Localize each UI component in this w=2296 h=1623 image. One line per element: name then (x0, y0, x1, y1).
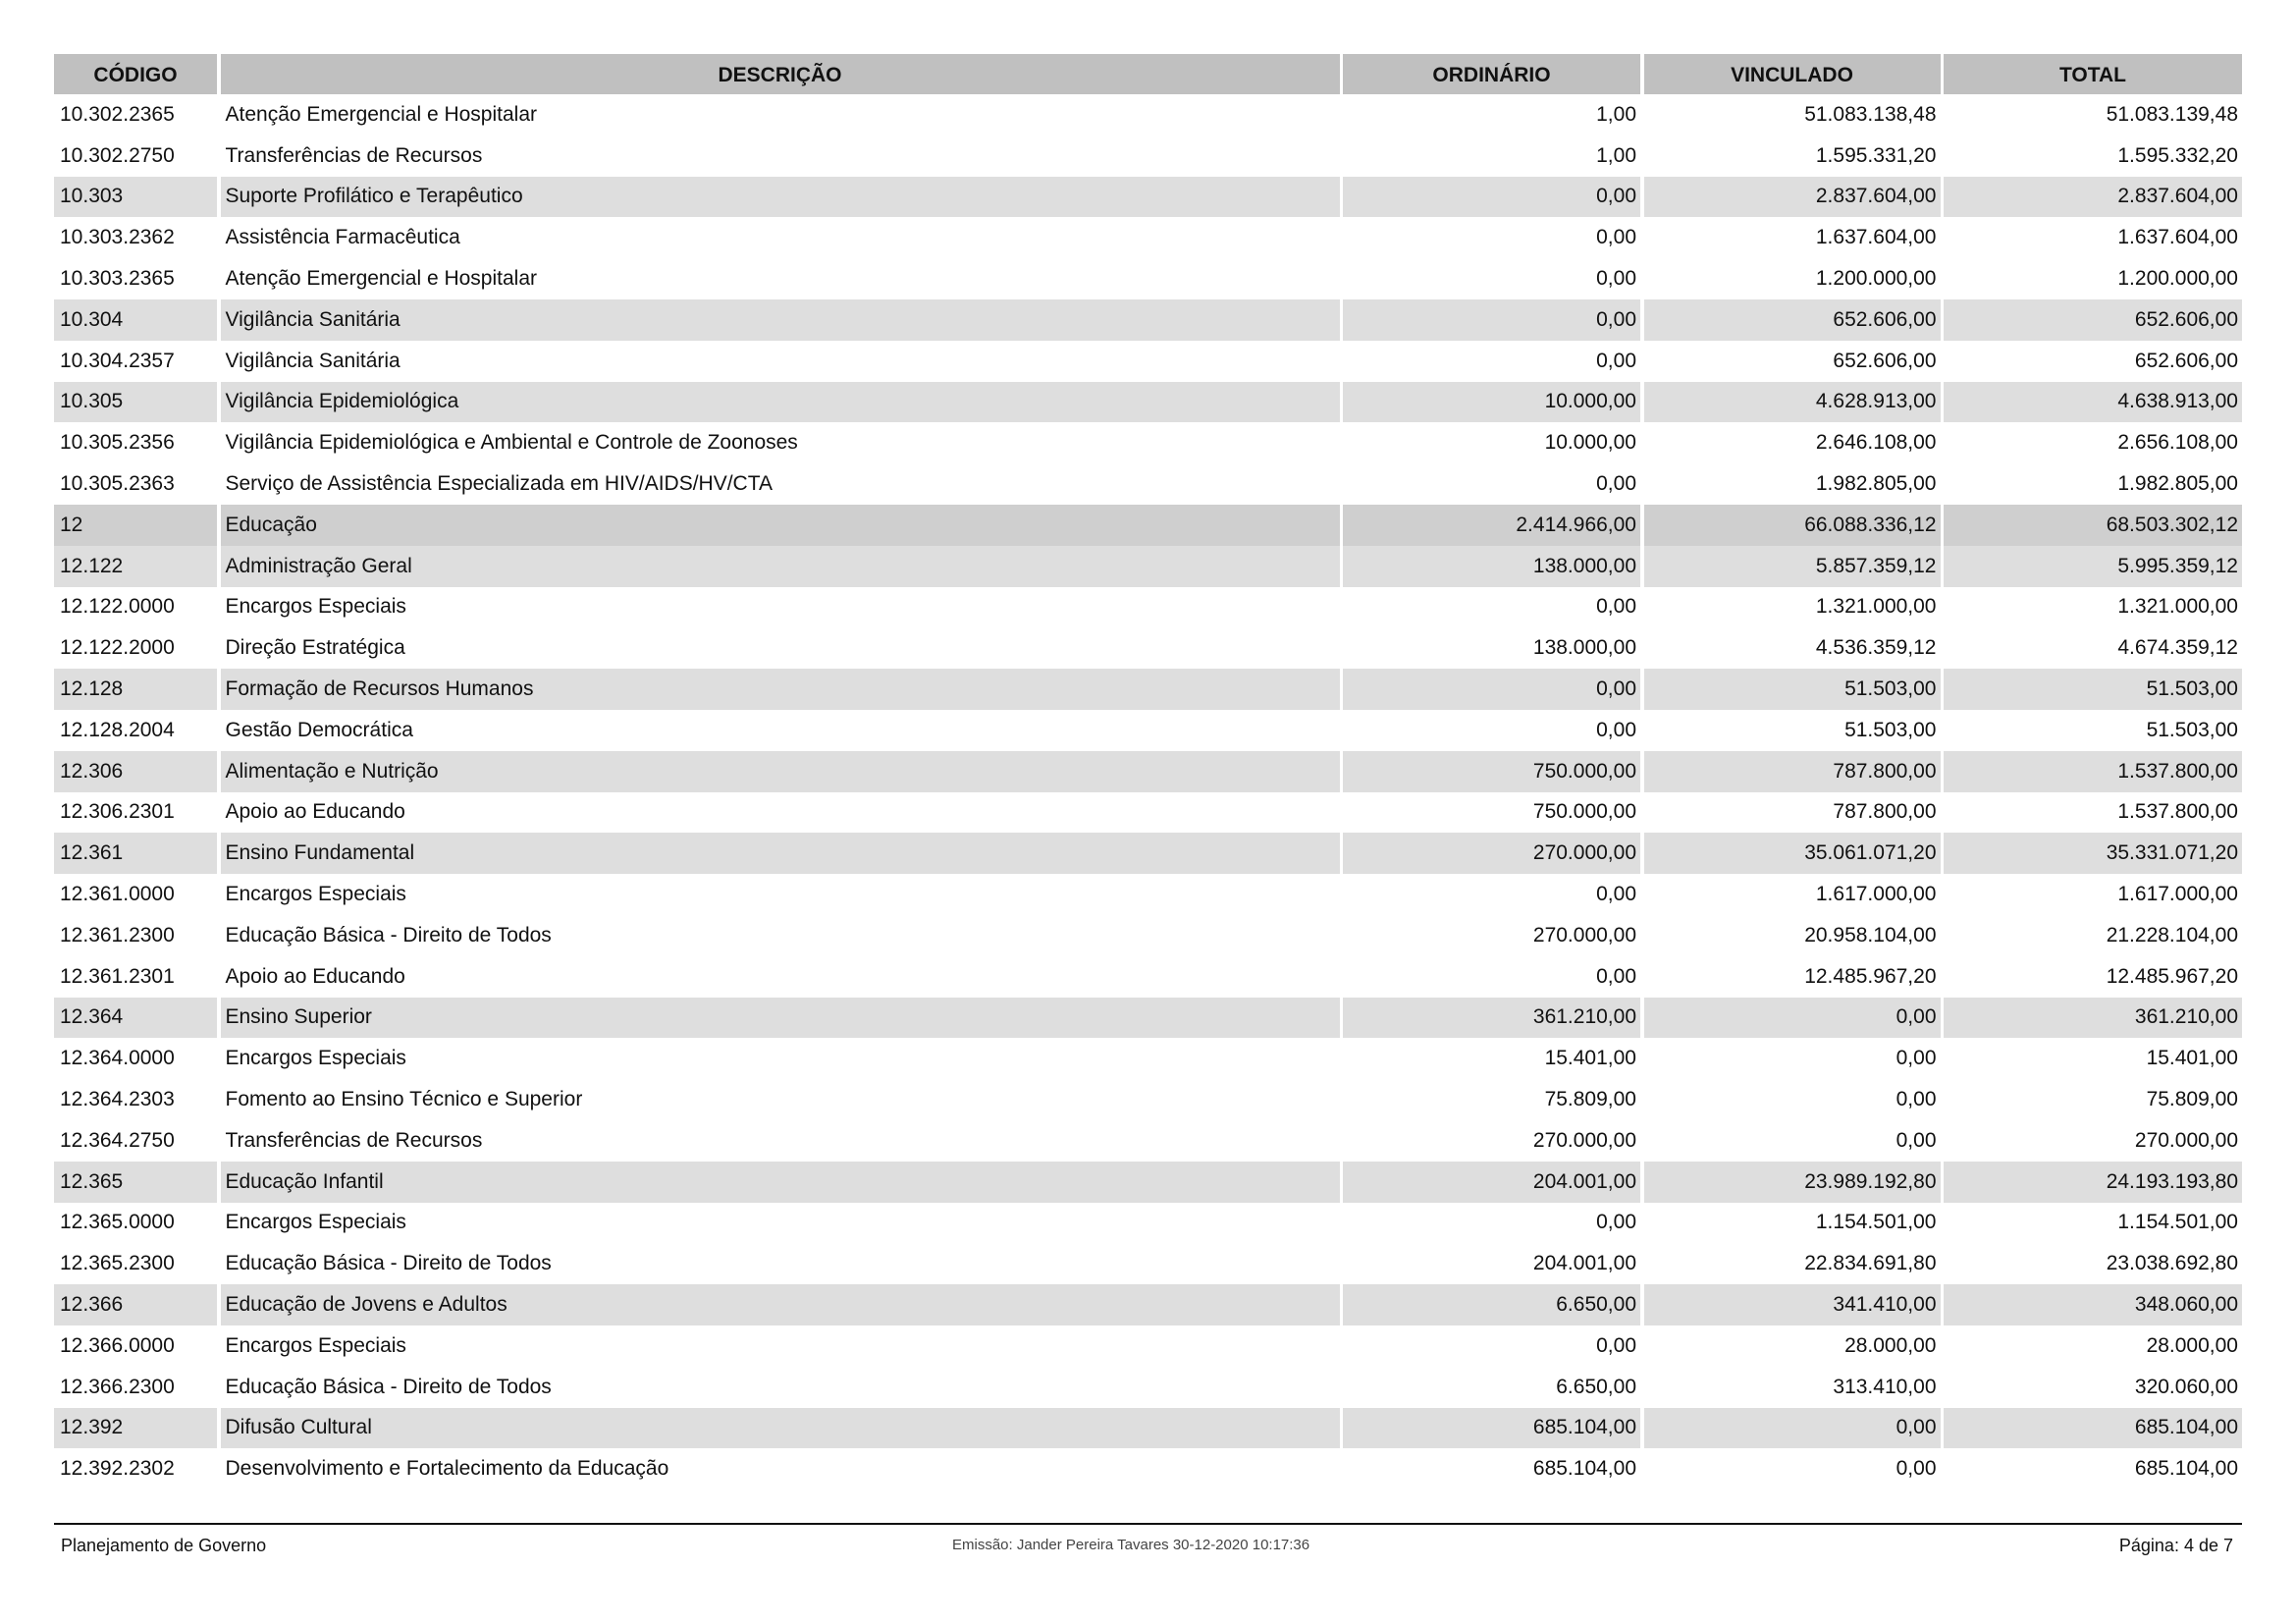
cell-total: 35.331.071,20 (1944, 833, 2242, 874)
cell-vinculado: 1.321.000,00 (1644, 587, 1941, 628)
cell-vinculado: 4.536.359,12 (1644, 627, 1941, 669)
cell-code: 12.364.0000 (54, 1038, 217, 1079)
cell-vinculado: 1.595.331,20 (1644, 135, 1941, 177)
cell-ordinario: 0,00 (1343, 956, 1640, 998)
cell-ordinario: 6.650,00 (1343, 1367, 1640, 1408)
cell-vinculado: 0,00 (1644, 1120, 1941, 1162)
table-row (54, 1408, 2242, 1449)
cell-code: 10.302.2750 (54, 135, 217, 177)
cell-total: 5.995.359,12 (1944, 546, 2242, 587)
cell-code: 10.305 (54, 382, 217, 423)
cell-vinculado: 35.061.071,20 (1644, 833, 1941, 874)
cell-code: 12.392.2302 (54, 1448, 217, 1489)
table-row (54, 1243, 2242, 1284)
cell-ordinario: 1,00 (1343, 135, 1640, 177)
table-row (54, 1448, 2242, 1489)
cell-total: 1.200.000,00 (1944, 258, 2242, 299)
cell-vinculado: 313.410,00 (1644, 1367, 1941, 1408)
header-vinculado: VINCULADO (1644, 54, 1941, 94)
cell-total: 23.038.692,80 (1944, 1243, 2242, 1284)
cell-total: 320.060,00 (1944, 1367, 2242, 1408)
cell-vinculado: 22.834.691,80 (1644, 1243, 1941, 1284)
table-row (54, 1038, 2242, 1079)
cell-description: Difusão Cultural (221, 1408, 1340, 1449)
table-row (54, 177, 2242, 218)
cell-vinculado: 341.410,00 (1644, 1284, 1941, 1325)
table-row (54, 135, 2242, 177)
cell-code: 12.366.2300 (54, 1367, 217, 1408)
cell-total: 652.606,00 (1944, 299, 2242, 341)
table-row (54, 1284, 2242, 1325)
cell-ordinario: 204.001,00 (1343, 1162, 1640, 1203)
cell-description: Vigilância Epidemiológica (221, 382, 1340, 423)
cell-total: 652.606,00 (1944, 341, 2242, 382)
cell-description: Administração Geral (221, 546, 1340, 587)
cell-description: Educação Básica - Direito de Todos (221, 1367, 1340, 1408)
cell-code: 12.128 (54, 669, 217, 710)
cell-code: 12.306.2301 (54, 792, 217, 834)
cell-description: Educação de Jovens e Adultos (221, 1284, 1340, 1325)
cell-total: 51.083.139,48 (1944, 94, 2242, 135)
cell-vinculado: 23.989.192,80 (1644, 1162, 1941, 1203)
cell-vinculado: 0,00 (1644, 1408, 1941, 1449)
cell-code: 12.361.2300 (54, 915, 217, 956)
table-row (54, 505, 2242, 546)
cell-ordinario: 0,00 (1343, 1325, 1640, 1367)
cell-total: 28.000,00 (1944, 1325, 2242, 1367)
cell-ordinario: 10.000,00 (1343, 422, 1640, 463)
cell-description: Vigilância Sanitária (221, 299, 1340, 341)
cell-total: 15.401,00 (1944, 1038, 2242, 1079)
cell-ordinario: 270.000,00 (1343, 833, 1640, 874)
table-row (54, 915, 2242, 956)
cell-total: 51.503,00 (1944, 669, 2242, 710)
table-row (54, 751, 2242, 792)
cell-description: Educação (221, 505, 1340, 546)
cell-ordinario: 685.104,00 (1343, 1408, 1640, 1449)
table-row (54, 669, 2242, 710)
footer-emission-info: Emissão: Jander Pereira Tavares 30-12-2020 10:17:36 (952, 1537, 1310, 1553)
cell-description: Educação Básica - Direito de Todos (221, 915, 1340, 956)
cell-total: 1.617.000,00 (1944, 874, 2242, 915)
cell-ordinario: 270.000,00 (1343, 1120, 1640, 1162)
cell-code: 10.303.2365 (54, 258, 217, 299)
table-row (54, 341, 2242, 382)
cell-vinculado: 51.503,00 (1644, 669, 1941, 710)
cell-ordinario: 270.000,00 (1343, 915, 1640, 956)
table-row (54, 1120, 2242, 1162)
table-row (54, 422, 2242, 463)
cell-ordinario: 10.000,00 (1343, 382, 1640, 423)
cell-description: Assistência Farmacêutica (221, 217, 1340, 258)
cell-ordinario: 6.650,00 (1343, 1284, 1640, 1325)
cell-ordinario: 0,00 (1343, 217, 1640, 258)
cell-ordinario: 0,00 (1343, 874, 1640, 915)
cell-total: 4.674.359,12 (1944, 627, 2242, 669)
cell-total: 4.638.913,00 (1944, 382, 2242, 423)
cell-vinculado: 0,00 (1644, 998, 1941, 1039)
cell-description: Transferências de Recursos (221, 1120, 1340, 1162)
cell-total: 1.321.000,00 (1944, 587, 2242, 628)
cell-code: 12.392 (54, 1408, 217, 1449)
table-row (54, 998, 2242, 1039)
cell-code: 10.302.2365 (54, 94, 217, 135)
cell-ordinario: 0,00 (1343, 258, 1640, 299)
cell-description: Encargos Especiais (221, 874, 1340, 915)
cell-ordinario: 0,00 (1343, 710, 1640, 751)
cell-description: Suporte Profilático e Terapêutico (221, 177, 1340, 218)
cell-ordinario: 361.210,00 (1343, 998, 1640, 1039)
cell-ordinario: 685.104,00 (1343, 1448, 1640, 1489)
table-row (54, 627, 2242, 669)
cell-vinculado: 1.617.000,00 (1644, 874, 1941, 915)
cell-total: 75.809,00 (1944, 1079, 2242, 1120)
cell-ordinario: 0,00 (1343, 299, 1640, 341)
cell-vinculado: 787.800,00 (1644, 751, 1941, 792)
cell-description: Vigilância Sanitária (221, 341, 1340, 382)
footer-org-name: Planejamento de Governo (61, 1536, 267, 1555)
table-row (54, 546, 2242, 587)
cell-ordinario: 204.001,00 (1343, 1243, 1640, 1284)
cell-description: Encargos Especiais (221, 1203, 1340, 1244)
cell-description: Educação Infantil (221, 1162, 1340, 1203)
cell-description: Desenvolvimento e Fortalecimento da Educação (221, 1448, 1340, 1489)
cell-total: 685.104,00 (1944, 1408, 2242, 1449)
footer-divider (54, 1523, 2242, 1525)
footer-page-number: Página: 4 de 7 (2118, 1536, 2233, 1555)
cell-description: Transferências de Recursos (221, 135, 1340, 177)
cell-total: 270.000,00 (1944, 1120, 2242, 1162)
cell-total: 361.210,00 (1944, 998, 2242, 1039)
cell-total: 24.193.193,80 (1944, 1162, 2242, 1203)
header-description: DESCRIÇÃO (221, 54, 1340, 94)
cell-vinculado: 0,00 (1644, 1079, 1941, 1120)
cell-code: 10.304.2357 (54, 341, 217, 382)
header-ordinario: ORDINÁRIO (1343, 54, 1640, 94)
table-body (54, 94, 2242, 1489)
table-row (54, 1079, 2242, 1120)
cell-code: 12.128.2004 (54, 710, 217, 751)
cell-total: 2.656.108,00 (1944, 422, 2242, 463)
table-row (54, 258, 2242, 299)
cell-description: Educação Básica - Direito de Todos (221, 1243, 1340, 1284)
cell-ordinario: 0,00 (1343, 463, 1640, 505)
cell-description: Atenção Emergencial e Hospitalar (221, 94, 1340, 135)
cell-code: 10.305.2356 (54, 422, 217, 463)
cell-description: Formação de Recursos Humanos (221, 669, 1340, 710)
cell-ordinario: 750.000,00 (1343, 751, 1640, 792)
cell-total: 1.154.501,00 (1944, 1203, 2242, 1244)
table-row (54, 1162, 2242, 1203)
cell-description: Vigilância Epidemiológica e Ambiental e Controle de Zoonoses (221, 422, 1340, 463)
cell-ordinario: 0,00 (1343, 341, 1640, 382)
table-row (54, 1367, 2242, 1408)
cell-vinculado: 2.646.108,00 (1644, 422, 1941, 463)
cell-vinculado: 2.837.604,00 (1644, 177, 1941, 218)
cell-ordinario: 0,00 (1343, 669, 1640, 710)
cell-vinculado: 652.606,00 (1644, 341, 1941, 382)
cell-code: 12.365.2300 (54, 1243, 217, 1284)
cell-code: 12.364.2303 (54, 1079, 217, 1120)
cell-ordinario: 0,00 (1343, 177, 1640, 218)
table-row (54, 710, 2242, 751)
cell-description: Gestão Democrática (221, 710, 1340, 751)
cell-total: 1.982.805,00 (1944, 463, 2242, 505)
budget-table (54, 54, 2242, 1489)
table-row (54, 874, 2242, 915)
cell-vinculado: 66.088.336,12 (1644, 505, 1941, 546)
cell-total: 348.060,00 (1944, 1284, 2242, 1325)
cell-vinculado: 787.800,00 (1644, 792, 1941, 834)
cell-code: 12.364 (54, 998, 217, 1039)
table-row (54, 1325, 2242, 1367)
cell-description: Alimentação e Nutrição (221, 751, 1340, 792)
cell-ordinario: 0,00 (1343, 1203, 1640, 1244)
cell-code: 12.364.2750 (54, 1120, 217, 1162)
cell-code: 12.306 (54, 751, 217, 792)
cell-description: Atenção Emergencial e Hospitalar (221, 258, 1340, 299)
cell-code: 10.305.2363 (54, 463, 217, 505)
cell-code: 12 (54, 505, 217, 546)
cell-code: 12.365.0000 (54, 1203, 217, 1244)
cell-code: 12.122.2000 (54, 627, 217, 669)
cell-vinculado: 4.628.913,00 (1644, 382, 1941, 423)
cell-ordinario: 138.000,00 (1343, 546, 1640, 587)
header-code: CÓDIGO (54, 54, 217, 94)
table-header-row (54, 54, 2242, 94)
cell-vinculado: 51.503,00 (1644, 710, 1941, 751)
cell-code: 12.361.0000 (54, 874, 217, 915)
cell-vinculado: 5.857.359,12 (1644, 546, 1941, 587)
cell-vinculado: 20.958.104,00 (1644, 915, 1941, 956)
table-row (54, 217, 2242, 258)
cell-description: Apoio ao Educando (221, 956, 1340, 998)
cell-ordinario: 0,00 (1343, 587, 1640, 628)
cell-description: Serviço de Assistência Especializada em HIV/AIDS/HV/CTA (221, 463, 1340, 505)
table-row (54, 833, 2242, 874)
cell-vinculado: 0,00 (1644, 1038, 1941, 1079)
cell-total: 68.503.302,12 (1944, 505, 2242, 546)
cell-vinculado: 12.485.967,20 (1644, 956, 1941, 998)
cell-code: 12.366 (54, 1284, 217, 1325)
table-row (54, 382, 2242, 423)
cell-ordinario: 2.414.966,00 (1343, 505, 1640, 546)
cell-total: 51.503,00 (1944, 710, 2242, 751)
cell-code: 12.361 (54, 833, 217, 874)
cell-code: 12.122 (54, 546, 217, 587)
cell-vinculado: 1.637.604,00 (1644, 217, 1941, 258)
cell-vinculado: 28.000,00 (1644, 1325, 1941, 1367)
cell-ordinario: 75.809,00 (1343, 1079, 1640, 1120)
cell-code: 10.303.2362 (54, 217, 217, 258)
table-row (54, 587, 2242, 628)
cell-code: 12.361.2301 (54, 956, 217, 998)
cell-total: 685.104,00 (1944, 1448, 2242, 1489)
cell-vinculado: 1.154.501,00 (1644, 1203, 1941, 1244)
cell-description: Encargos Especiais (221, 1038, 1340, 1079)
cell-ordinario: 15.401,00 (1343, 1038, 1640, 1079)
cell-description: Apoio ao Educando (221, 792, 1340, 834)
cell-code: 12.122.0000 (54, 587, 217, 628)
header-total: TOTAL (1944, 54, 2242, 94)
cell-total: 1.637.604,00 (1944, 217, 2242, 258)
cell-total: 1.537.800,00 (1944, 792, 2242, 834)
table-row (54, 94, 2242, 135)
table-row (54, 792, 2242, 834)
cell-code: 10.304 (54, 299, 217, 341)
table-row (54, 1203, 2242, 1244)
table-row (54, 956, 2242, 998)
cell-description: Fomento ao Ensino Técnico e Superior (221, 1079, 1340, 1120)
cell-ordinario: 750.000,00 (1343, 792, 1640, 834)
page-footer (54, 1534, 2242, 1561)
cell-code: 10.303 (54, 177, 217, 218)
cell-description: Ensino Superior (221, 998, 1340, 1039)
cell-description: Encargos Especiais (221, 587, 1340, 628)
cell-ordinario: 1,00 (1343, 94, 1640, 135)
cell-vinculado: 652.606,00 (1644, 299, 1941, 341)
cell-total: 2.837.604,00 (1944, 177, 2242, 218)
cell-vinculado: 1.200.000,00 (1644, 258, 1941, 299)
cell-total: 21.228.104,00 (1944, 915, 2242, 956)
cell-total: 1.595.332,20 (1944, 135, 2242, 177)
cell-description: Encargos Especiais (221, 1325, 1340, 1367)
table-row (54, 299, 2242, 341)
cell-ordinario: 138.000,00 (1343, 627, 1640, 669)
cell-code: 12.366.0000 (54, 1325, 217, 1367)
cell-total: 1.537.800,00 (1944, 751, 2242, 792)
cell-vinculado: 1.982.805,00 (1644, 463, 1941, 505)
cell-vinculado: 0,00 (1644, 1448, 1941, 1489)
table-row (54, 463, 2242, 505)
cell-description: Direção Estratégica (221, 627, 1340, 669)
cell-total: 12.485.967,20 (1944, 956, 2242, 998)
cell-vinculado: 51.083.138,48 (1644, 94, 1941, 135)
cell-description: Ensino Fundamental (221, 833, 1340, 874)
cell-code: 12.365 (54, 1162, 217, 1203)
